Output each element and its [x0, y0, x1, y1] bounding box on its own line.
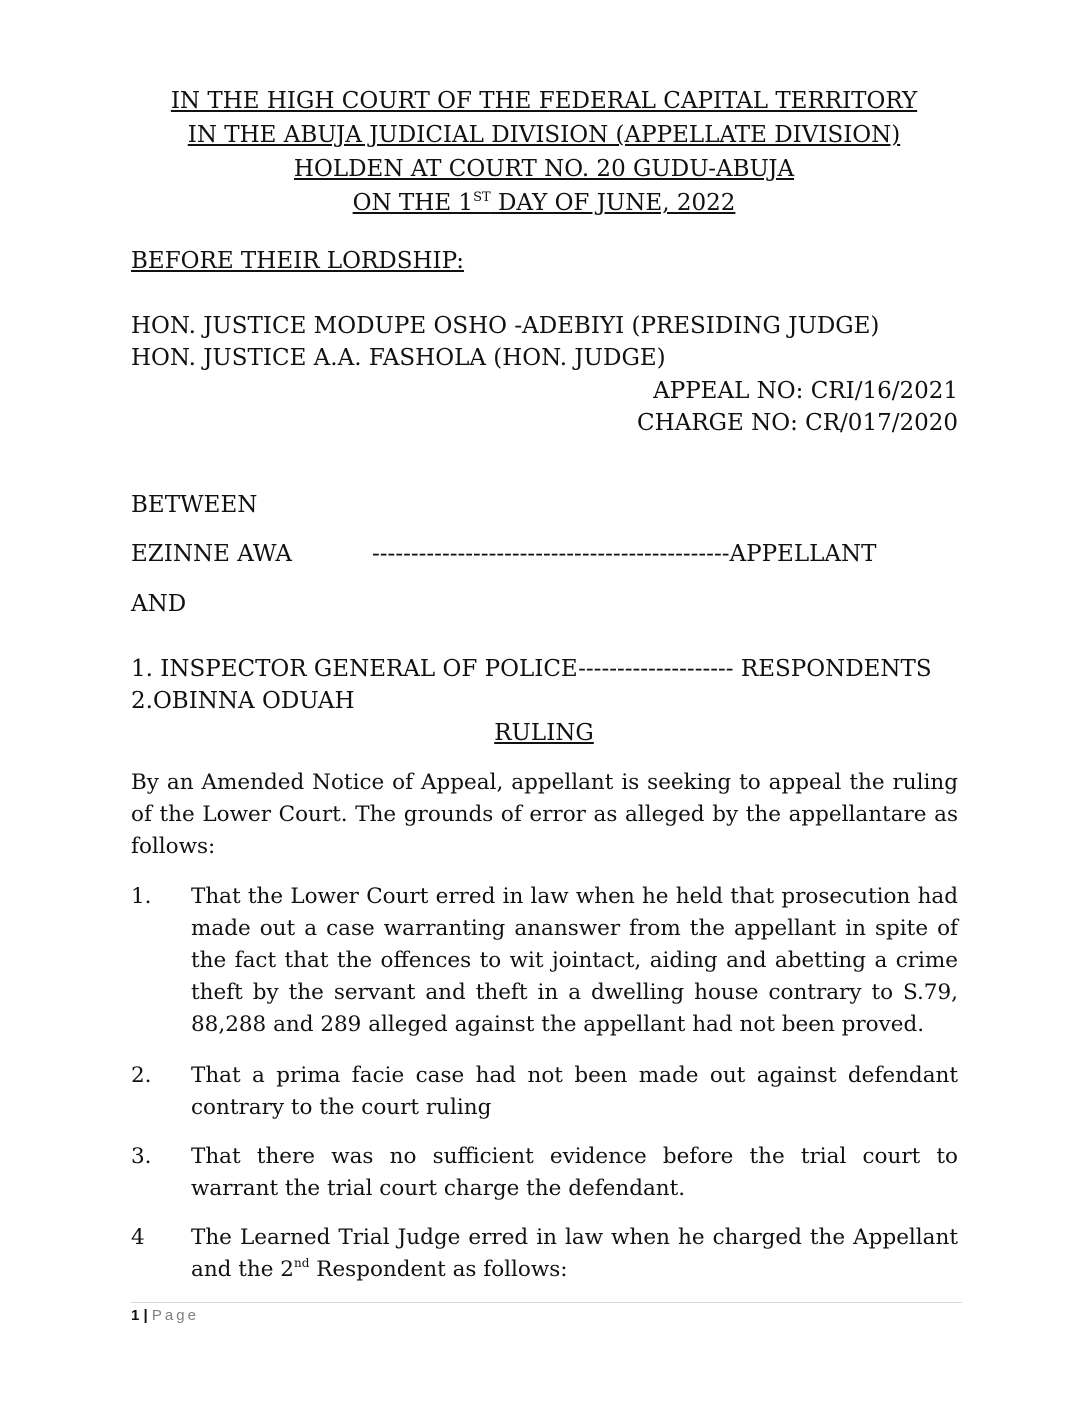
date-prefix: ON THE 1 — [352, 190, 474, 216]
appellant-name: EZINNE AWA — [131, 541, 292, 567]
ground-text: That there was no sufficient evidence before the trial court to warrant the trial court charge the defendant. — [191, 1144, 958, 1201]
date-ordinal: ST — [473, 190, 491, 205]
intro-paragraph: By an Amended Notice of Appeal, appellant is seeking to appeal the ruling of the Lower Court. The grounds of error as alleged by the appellantare as follows: — [131, 770, 958, 859]
appeal-number: APPEAL NO: CRI/16/2021 — [653, 378, 958, 404]
ruling-title: RULING — [494, 720, 594, 746]
footer-separator: | — [143, 1307, 148, 1324]
date-suffix: DAY OF JUNE, 2022 — [490, 190, 736, 216]
page-word: Page — [151, 1307, 199, 1324]
respondent-1: 1. INSPECTOR GENERAL OF POLICE-------------------- RESPONDENTS — [131, 656, 932, 682]
ground-text-end: Respondent as follows: — [309, 1257, 568, 1282]
court-heading — [0, 84, 1088, 220]
respondent-2: 2.OBINNA ODUAH — [131, 688, 355, 714]
between-label: BETWEEN — [131, 492, 258, 518]
ground-number: 2. — [131, 1063, 152, 1088]
judge-2: HON. JUSTICE A.A. FASHOLA (HON. JUDGE) — [131, 345, 666, 371]
ground-number: 4 — [131, 1225, 145, 1250]
ground-text: That the Lower Court erred in law when he held that prosecution had made out a case warranting ananswer from the appellant in spite of the fact that the offences to wit jointact, aiding and abetting a crime theft by the servant and theft in a dwelling house contrary to S.79, 88,288 and 289 alleged against the appellant had not been proved. — [191, 884, 958, 1037]
heading-line-2: IN THE ABUJA JUDICIAL DIVISION (APPELLATE DIVISION) — [187, 122, 901, 148]
ground-number: 1. — [131, 884, 152, 909]
heading-line-3: HOLDEN AT COURT NO. 20 GUDU-ABUJA — [293, 156, 795, 182]
ground-text-start: The Learned Trial Judge erred in law when he charged the Appellant and the 2 — [191, 1225, 958, 1282]
ordinal-suffix: nd — [294, 1256, 310, 1270]
footer-divider — [131, 1302, 962, 1303]
and-label: AND — [131, 591, 187, 617]
ground-text — [191, 1222, 958, 1286]
heading-line-4 — [0, 186, 1088, 220]
ground-number: 3. — [131, 1144, 152, 1169]
appellant-role: ----------------------------------------------APPELLANT — [372, 541, 877, 567]
page-footer — [131, 1307, 199, 1324]
page-number: 1 — [131, 1307, 140, 1324]
judge-1: HON. JUSTICE MODUPE OSHO -ADEBIYI (PRESIDING JUDGE) — [131, 313, 880, 339]
charge-number: CHARGE NO: CR/017/2020 — [637, 410, 958, 436]
before-heading: BEFORE THEIR LORDSHIP: — [131, 248, 465, 274]
ground-text: That a prima facie case had not been made out against defendant contrary to the court ruling — [191, 1063, 958, 1120]
heading-line-1: IN THE HIGH COURT OF THE FEDERAL CAPITAL TERRITORY — [170, 88, 918, 114]
